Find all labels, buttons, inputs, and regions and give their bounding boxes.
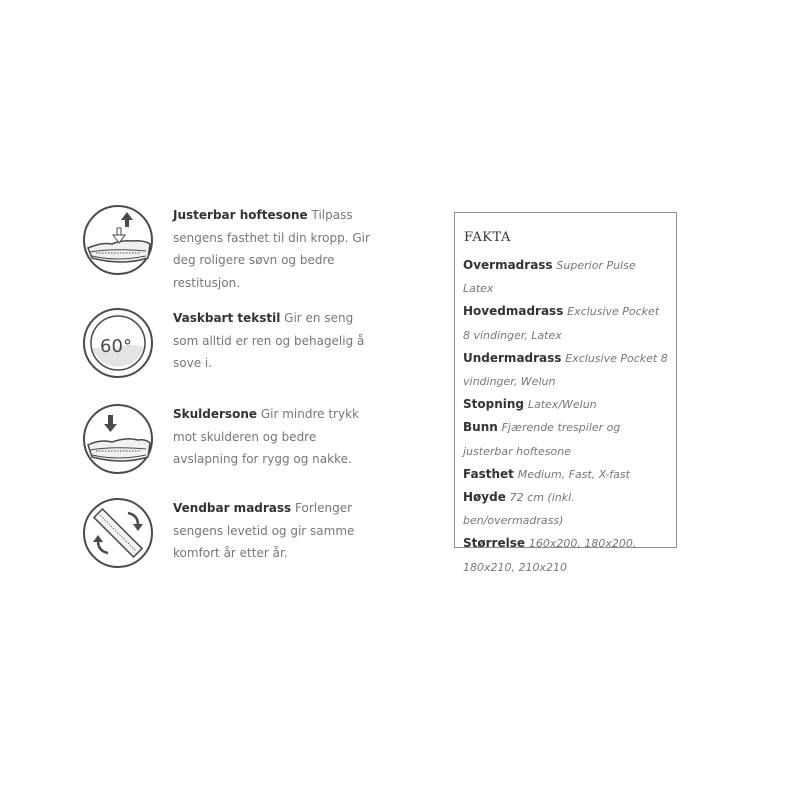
- fact-row: [463, 416, 668, 462]
- fact-value: 160x200, 180x200, 180x210, 210x210: [463, 537, 637, 574]
- feature-description: [173, 497, 373, 565]
- fact-label: Overmadrass: [463, 258, 553, 272]
- feature-title: Justerbar hoftesone: [173, 208, 308, 222]
- adjustable-hip-zone-icon: [82, 204, 154, 276]
- fact-row: [463, 486, 668, 532]
- fact-label: Undermadrass: [463, 350, 562, 365]
- facts-list: [463, 254, 668, 579]
- fact-value: Fjærende trespiler og justerbar hoftesone: [463, 421, 621, 458]
- feature-text: Tilpass sengens fasthet til din kropp. Gir deg roligere søvn og bedre restitusjon.: [173, 208, 370, 290]
- feature-text: Forlenger sengens levetid og gir samme komfort år etter år.: [173, 501, 355, 560]
- feature-description: [173, 403, 373, 471]
- fact-row: [463, 254, 668, 300]
- fact-label: Hovedmadrass: [463, 304, 564, 319]
- shoulder-zone-icon: [82, 403, 154, 475]
- fact-value: Exclusive Pocket 8 vindinger, Welun: [463, 351, 668, 389]
- feature-text: Gir en seng som alltid er ren og behagelig å sove i.: [173, 311, 365, 370]
- fact-row: [463, 300, 668, 346]
- fact-label: Størrelse: [463, 536, 525, 551]
- fact-row: [463, 532, 668, 578]
- wash-temperature-label: 60°: [100, 336, 132, 357]
- feature-title: Skuldersone: [173, 407, 257, 421]
- facts-title: FAKTA: [464, 230, 511, 245]
- fact-label: Stopning: [463, 397, 525, 412]
- fact-value: Latex/Welun: [527, 398, 597, 412]
- fact-value: Exclusive Pocket 8 vindinger, Latex: [463, 305, 660, 342]
- feature-adjustable-hip-zone: [82, 204, 382, 294]
- fact-label: Fasthet: [463, 466, 514, 481]
- feature-description: [173, 307, 373, 375]
- fact-row: [463, 393, 668, 416]
- fact-label: Høyde: [463, 490, 506, 505]
- feature-washable-textile: [82, 307, 382, 397]
- feature-text: Gir mindre trykk mot skulderen og bedre avslapning for rygg og nakke.: [173, 407, 359, 466]
- fact-value: Superior Pulse Latex: [463, 259, 636, 296]
- fact-label: Bunn: [463, 420, 498, 435]
- fact-row: [463, 347, 668, 393]
- washable-60-degrees-icon: [82, 307, 154, 379]
- feature-title: Vendbar madrass: [173, 501, 292, 515]
- facts-box: [454, 212, 677, 574]
- feature-reversible-mattress: [82, 497, 382, 587]
- reversible-mattress-icon: [82, 497, 154, 569]
- fact-value: 72 cm (inkl. ben/overmadrass): [463, 491, 575, 528]
- feature-description: [173, 204, 373, 294]
- feature-shoulder-zone: [82, 403, 382, 493]
- feature-title: Vaskbart tekstil: [173, 311, 281, 325]
- fact-value: Medium, Fast, X-fast: [517, 467, 630, 481]
- fact-row: [463, 463, 668, 486]
